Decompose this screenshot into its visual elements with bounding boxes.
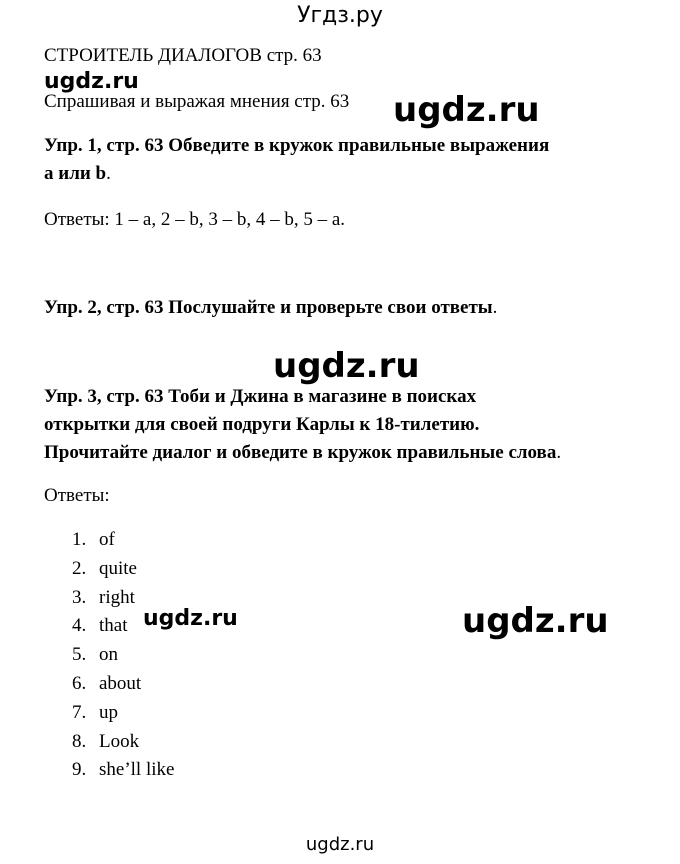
item-number: 8. <box>72 730 87 752</box>
list-item <box>72 555 174 584</box>
item-text: that <box>99 615 128 637</box>
exercise1-dot: . <box>106 163 111 184</box>
exercise1-instruction <box>44 132 549 188</box>
item-text: Look <box>99 730 140 752</box>
watermark: ugdz.ru <box>273 346 420 386</box>
item-text: quite <box>99 557 137 579</box>
watermark: ugdz.ru <box>143 606 238 631</box>
exercise3-instruction <box>44 383 561 467</box>
item-text: up <box>99 701 118 723</box>
item-text: about <box>99 672 142 694</box>
exercise3-line1: Упр. 3, стр. 63 Тоби и Джина в магазине в поисках <box>44 386 477 407</box>
item-number: 6. <box>72 672 87 694</box>
footer-watermark: ugdz.ru <box>305 834 375 855</box>
item-text: on <box>99 644 118 666</box>
item-number: 1. <box>72 529 87 550</box>
exercise2-instruction-text: Упр. 2, стр. 63 Послушайте и проверьте свои ответы <box>44 297 493 318</box>
exercise2-instruction <box>44 294 497 322</box>
exercise2-dot: . <box>492 297 498 318</box>
item-text: she’ll like <box>99 759 175 781</box>
item-number: 2. <box>72 557 87 579</box>
watermark: ugdz.ru <box>393 90 540 130</box>
exercise3-dot: . <box>556 442 562 463</box>
exercise3-line3: Прочитайте диалог и обведите в кружок правильные слова <box>44 442 557 463</box>
item-number: 9. <box>72 759 87 781</box>
section-subtitle: Спрашивая и выражая мнения стр. 63 <box>44 91 350 112</box>
list-item <box>72 728 174 757</box>
list-item <box>72 756 174 785</box>
exercise1-answers: Ответы: 1 – a, 2 – b, 3 – b, 4 – b, 5 – a. <box>44 209 346 230</box>
item-number: 4. <box>72 615 87 637</box>
list-item <box>72 526 174 555</box>
section-title: СТРОИТЕЛЬ ДИАЛОГОВ стр. 63 <box>44 45 322 66</box>
item-text: of <box>99 529 115 550</box>
exercise3-answers-label: Ответы: <box>44 485 110 506</box>
list-item <box>72 670 174 699</box>
item-number: 7. <box>72 701 87 723</box>
list-item <box>72 641 174 670</box>
exercise1-instruction-line1: Упр. 1, стр. 63 Обведите в кружок правильные выражения <box>44 135 550 156</box>
exercise3-line2: открытки для своей подруги Карлы к 18-тилетию. <box>44 414 480 435</box>
item-text: right <box>99 586 135 608</box>
watermark: ugdz.ru <box>462 601 609 641</box>
exercise3-answer-list <box>72 526 174 785</box>
watermark: ugdz.ru <box>44 69 139 94</box>
site-header-title: Угдз.ру <box>297 3 383 28</box>
item-number: 5. <box>72 644 87 666</box>
list-item <box>72 699 174 728</box>
item-number: 3. <box>72 586 87 608</box>
exercise1-instruction-line2: a или b <box>44 163 107 184</box>
